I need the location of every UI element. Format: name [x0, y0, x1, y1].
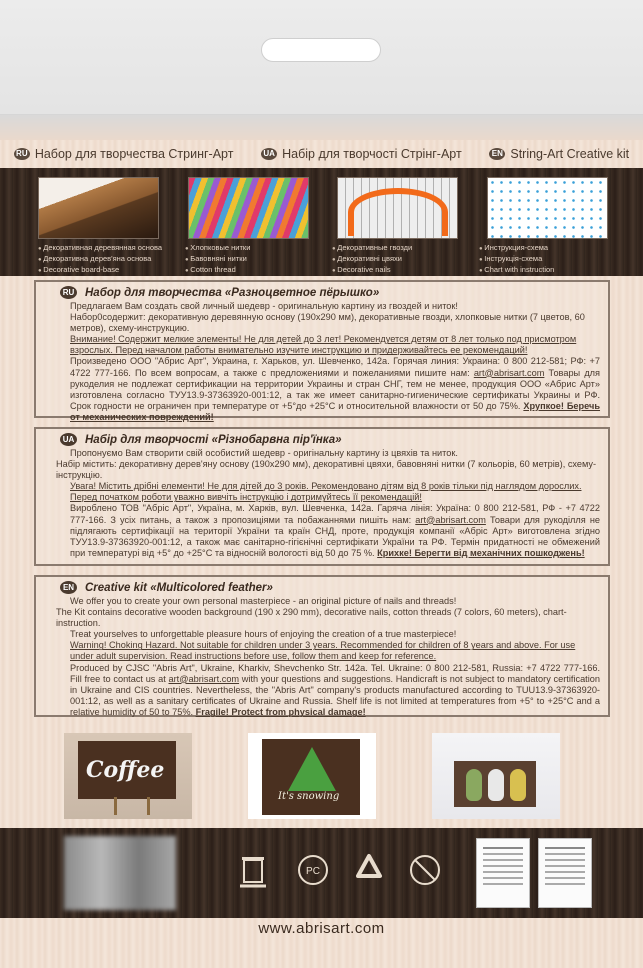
- ua-warning: Увага! Містить дрібні елементи! Не для дітей до 3 років. Рекомендовано дітям від 8 років тільки під наглядом дорослих. Перед початком роботи уважно вивчіть інструкцію і дотримуйтесь її рекомендацій!: [70, 481, 582, 503]
- ua-producer: Вироблено ТОВ "Абріс Арт", Україна, м. Харків, вул. Шевченка, 142а. Гаряча лінія: Україна: 0 800 212-581, РФ - +7 4722 777-166. З усіх питань, а також з пропозиціями та побажаннями пишіть нам: art@abrisart.com Товари для рукоділля не підлягають сертифікації на території України та країн СНД, проте, продукція компанії «Абріс Арт» виготовлена згідно ТУУ13.9-37363920-001:12, а також має санітарно-гігієнічні сертифікати України та РФ. Термін придатності не обмежений при температурі від +5° до +25°С та відносній вологості від 50 до 75 %. Крихке! Берегти від механічних пошкоджень!: [70, 503, 600, 558]
- website-url[interactable]: www.abrisart.com: [258, 920, 385, 937]
- ua-title: [60, 433, 600, 446]
- ua-panel-badge: UA: [60, 433, 77, 446]
- lang-ru-label: Набор для творчества Стринг-Арт: [34, 147, 234, 161]
- kit-contents-thumbnails: [38, 177, 608, 239]
- en-title-text: Creative kit «Multicolored feather»: [85, 581, 273, 594]
- language-strip: [0, 143, 643, 165]
- en-badge: EN: [489, 148, 505, 160]
- snowing-text: It's snowing: [278, 791, 340, 802]
- ua-email-link[interactable]: art@abrisart.com: [415, 514, 486, 525]
- ua-title-text: Набір для творчості «Різнобарвна пір'їнка»: [85, 433, 342, 446]
- lang-en: [489, 147, 629, 161]
- ru-fragile: Хрупкое! Беречь от механических повреждений!: [70, 400, 601, 422]
- bunnies-artwork-photo: [432, 733, 560, 819]
- en-fragile: Fragile! Protect from physical damage!: [195, 706, 366, 717]
- ru-panel-badge: RU: [60, 286, 77, 299]
- ru-email-link[interactable]: art@abrisart.com: [473, 367, 545, 378]
- ru-description-panel: [34, 280, 610, 422]
- en-title: [60, 581, 600, 594]
- caption-chart: ● Инструкция-схема ● Інструкція-схема ● Chart with instruction: [479, 243, 613, 276]
- cotton-thread-thumbnail: [188, 177, 309, 239]
- ru-warning: Внимание! Содержит мелкие элементы! Не для детей до 3 лет! Рекомендуется детям от 8 лет только под присмотром взрослых. Перед началом работы внимательно изучите инструкцию и придерживайтесь ее рекомендаций!: [70, 334, 577, 356]
- lang-ru: [14, 147, 234, 161]
- coffee-word: Coffee: [86, 757, 165, 783]
- en-producer: Produced by CJSC "Abris Art", Ukraine, Kharkiv, Shevchenko Str. 142a. Tel. Ukraine: 0 800 212-581, Russia: +7 4722 777-166. Fill free to contact us at art@abrisart.com with your questions and suggestions. Handicraft is not subject to mandatory certification in Ukraine and CIS countries. Nevertheless, the "Abris Art" company's products manufactured according to TUU13.9-37363920-001:12, as well as a sanitary certificates of Ukraine and Russia. Shelf life is not limited at temperatures from +5° to +25°C and a relative humidity of 50 to 75%. Fragile! Protect from physical damage!: [70, 662, 600, 717]
- certificate-icon: [476, 838, 530, 908]
- en-warning: Warning! Choking Hazard. Not suitable for children under 3 years. Recommended for children of 8 years and above. For use under adult supervision. Read instructions before use, follow them and keep for reference.: [70, 640, 576, 662]
- hanger-fade: [0, 115, 643, 140]
- certificate-icon: [538, 838, 592, 908]
- coffee-artwork-photo: [64, 733, 192, 819]
- recycle-icon: [352, 850, 386, 890]
- caption-thread: ● Хлопковые нитки ● Бавовняні нитки ● Cotton thread: [185, 243, 319, 276]
- ua-fragile: Крихке! Берегти від механічних пошкоджень!: [377, 547, 585, 558]
- svg-text:PC: PC: [306, 866, 320, 877]
- ru-intro: Предлагаем Вам создать свой личный шедевр - оригинальную картину из гвоздей и ниток!: [70, 301, 458, 311]
- no-under-3-icon: [408, 850, 442, 890]
- board-base-thumbnail: [38, 177, 159, 239]
- trash-bin-icon: [236, 850, 270, 890]
- en-email-link[interactable]: art@abrisart.com: [168, 673, 240, 684]
- caption-nails: ● Декоративные гвозди ● Декоративні цвяхи ● Decorative nails: [332, 243, 466, 276]
- lang-ua: [261, 147, 462, 161]
- lang-en-label: String-Art Creative kit: [510, 147, 630, 161]
- en-panel-badge: EN: [60, 581, 77, 594]
- ru-badge: RU: [14, 148, 30, 160]
- en-description-panel: [34, 575, 610, 717]
- ru-title: [60, 286, 600, 299]
- christmas-tree-artwork-photo: [248, 733, 376, 819]
- ru-title-text: Набор для творчества «Разноцветное пёрышко»: [85, 286, 380, 299]
- hanger-hole: [261, 38, 381, 62]
- ru-contents: Набор0содержит: декоративную деревянную основу (190х290 мм), декоративные гвозди, хлопковые нитки (7 цветов, 60 метров), схему-инструкцию.: [70, 312, 585, 334]
- en-intro: We offer you to create your own personal masterpiece - an original picture of nails and threads!: [70, 596, 457, 606]
- ua-intro: Пропонуємо Вам створити свій особистий шедевр - оригінальну картину із цвяхів та ниток.: [70, 448, 458, 458]
- ua-badge: UA: [261, 148, 277, 160]
- en-treat: Treat yourselves to unforgettable pleasure hours of enjoying the creation of a true masterpiece!: [70, 629, 457, 640]
- kit-contents-captions: [38, 243, 613, 276]
- lang-ua-label: Набір для творчості Стрінг-Арт: [282, 147, 462, 161]
- chart-instruction-thumbnail: [487, 177, 608, 239]
- eac-mark-icon: [296, 850, 330, 890]
- barcode-blurred: [64, 836, 176, 910]
- caption-board: ● Декоративная деревянная основа ● Декоративна дерев'яна основа ● Decorative board-base: [38, 243, 172, 276]
- decorative-nails-thumbnail: [337, 177, 458, 239]
- ua-description-panel: [34, 427, 610, 566]
- ru-producer: Произведено ООО "Абрис Арт", Украина, г. Харьков, ул. Шевченко, 142а. Горячая линия: Украина: 0 800 212-581; РФ: +7 4722 777-166. По всем вопросам, а также с предложениями и пожеланиями пишите нам: art@abrisart.com Товары для рукоделия не подлежат сертификации на территории Украины и стран СНГ, тем не менее, продукция ООО «Абрис Арт» изготовлена согласно ТУУ13.9-37363920-001:12, а так же имеет санитарно-гигиенические сертификаты Украины и РФ. Срок годности не ограничен при температуре от +5°до +25°С и относительной влажности от 50 до 75%. Хрупкое! Беречь от механических повреждений!: [70, 356, 601, 422]
- example-photos: [64, 733, 584, 821]
- ua-contents: Набір містить: декоративну дерев'яну основу (190х290 мм), декоративні цвяхи, бавовняні нитки (7 кольорів, 60 метрів), схему-інструкцію.: [56, 459, 597, 481]
- en-contents: The Kit contains decorative wooden background (190 x 290 mm), decorative nails, cotton threads (7 colors, 60 meters), chart-instruction.: [56, 607, 567, 629]
